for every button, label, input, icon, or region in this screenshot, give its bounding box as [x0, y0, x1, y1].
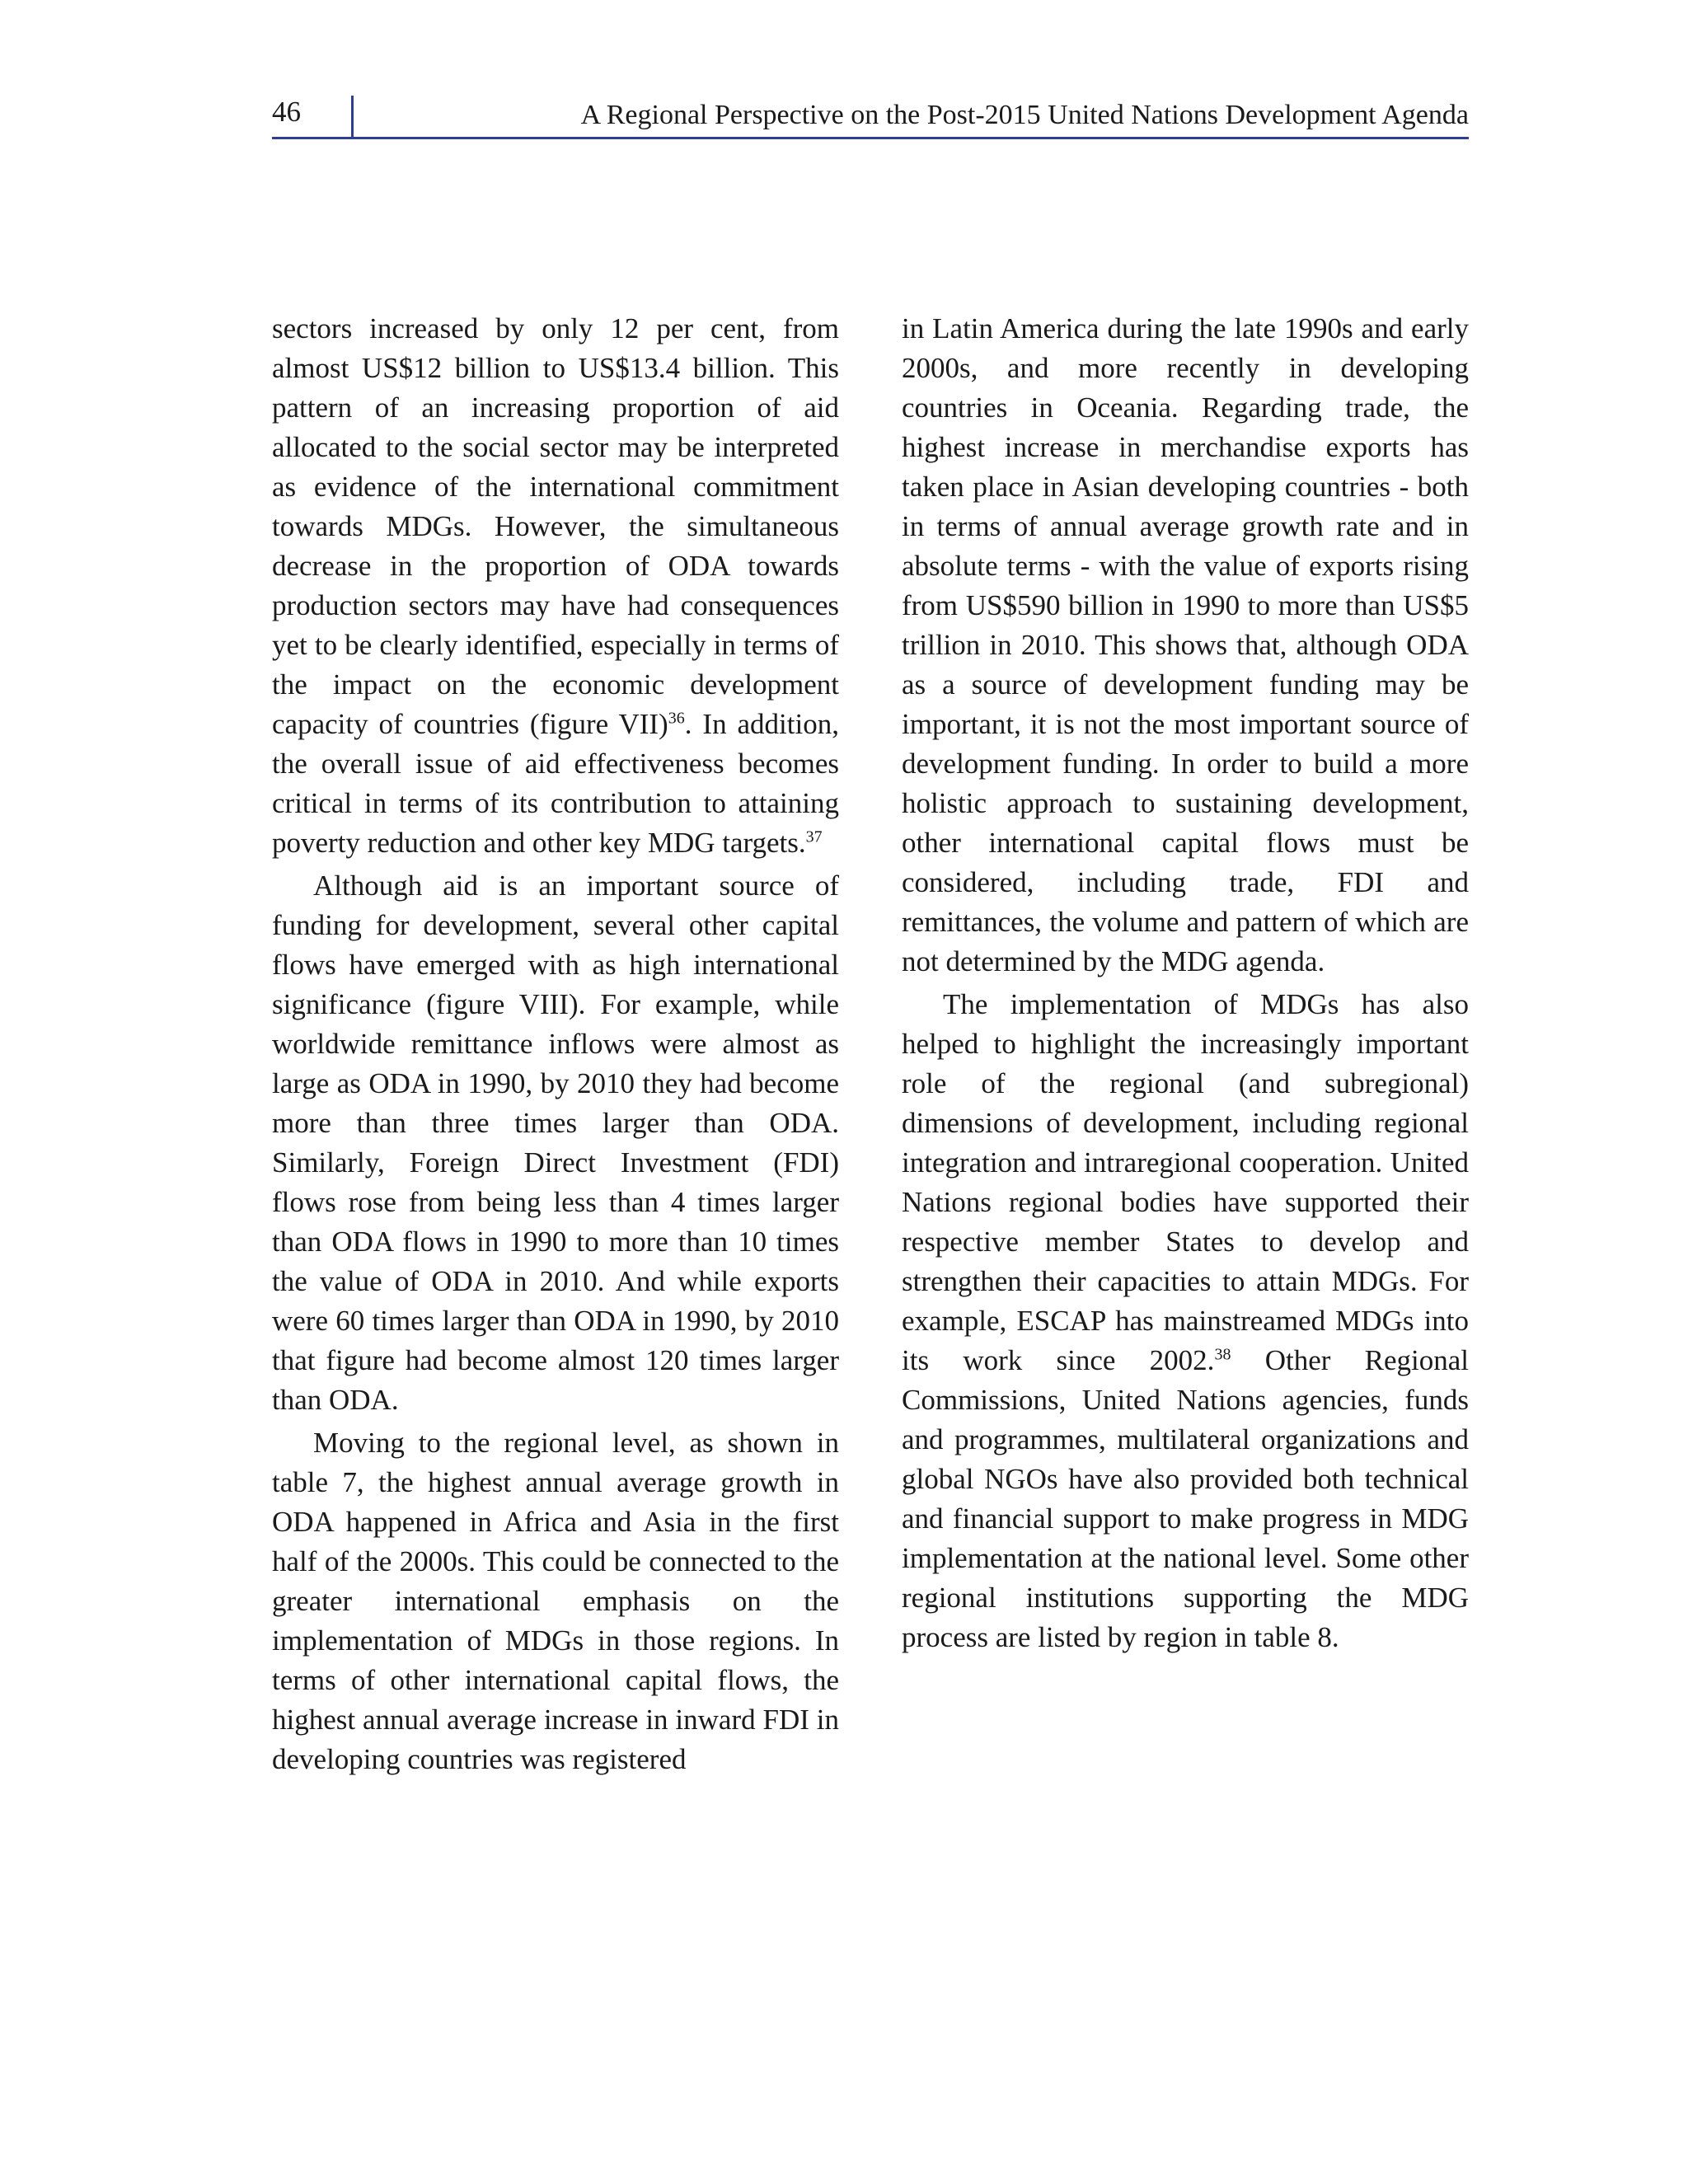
paragraph-text: Other Regional Commissions, United Nations agencies, funds and programmes, multilateral organizations and global NGOs have also provided both technical and financial support to make progress in MDG implementation at the national level. Some other regional institutions supporting the MDG process are listed by region in table 8.	[902, 1344, 1469, 1653]
paragraph-text: sectors increased by only 12 per cent, from almost US$12 billion to US$13.4 billion. This pattern of an increasing proportion of aid allocated to the social sector may be interpreted as evidence of the international commitment towards MDGs. However, the simultaneous decrease in the proportion of ODA towards production sectors may have had consequences yet to be clearly identified, especially in terms of the impact on the economic development capacity of countries (figure VII)	[272, 312, 839, 740]
paragraph	[272, 309, 839, 863]
running-title: A Regional Perspective on the Post-2015 United Nations Development Agenda	[580, 100, 1469, 130]
left-text-column	[272, 309, 839, 1779]
paragraph: Moving to the regional level, as shown in table 7, the highest annual average growth in ODA happened in Africa and Asia in the first half of the 2000s. This could be connected to the greater international emphasis on the implementation of MDGs in those regions. In terms of other international capital flows, the highest annual average increase in inward FDI in developing countries was registered	[272, 1427, 839, 1775]
footnote-ref-36: 36	[668, 709, 685, 728]
footnote-ref-38: 38	[1214, 1345, 1231, 1364]
paragraph-text: The implementation of MDGs has also helped to highlight the increasingly important role of the regional (and subregional) dimensions of development, including regional integration and intraregional cooperation. United Nations regional bodies have supported their respective member States to develop and strengthen their capacities to attain MDGs. For example, ESCAP has mainstreamed MDGs into its work since 2002.	[902, 988, 1469, 1376]
paragraph: Although aid is an important source of funding for development, several other capital flows have emerged with as high international significance (figure VIII). For example, while worldwide remittance inflows were almost as large as ODA in 1990, by 2010 they had become more than three times larger than ODA. Similarly, Foreign Direct Investment (FDI) flows rose from being less than 4 times larger than ODA flows in 1990 to more than 10 times the value of ODA in 2010. And while exports were 60 times larger than ODA in 1990, by 2010 that figure had become almost 120 times larger than ODA.	[272, 869, 839, 1416]
paragraph	[902, 985, 1469, 1657]
header-divider	[351, 96, 354, 137]
page-number: 46	[272, 96, 301, 128]
footnote-ref-37: 37	[805, 827, 823, 846]
paragraph: in Latin America during the late 1990s and early 2000s, and more recently in developing countries in Oceania. Regarding trade, the highest increase in merchandise exports has taken place in Asian developing countries - both in terms of annual average growth rate and in absolute terms - with the value of exports rising from US$590 billion in 1990 to more than US$5 trillion in 2010. This shows that, although ODA as a source of development funding may be important, it is not the most important source of development funding. In order to build a more holistic approach to sustaining development, other international capital flows must be considered, including trade, FDI and remittances, the volume and pattern of which are not determined by the MDG agenda.	[902, 312, 1469, 977]
right-text-column	[902, 309, 1469, 1657]
page-header	[272, 92, 1469, 139]
paragraph-text: . In addition, the overall issue of aid effectiveness becomes critical in terms of its contribution to attaining poverty reduction and other key MDG targets.	[272, 708, 839, 859]
